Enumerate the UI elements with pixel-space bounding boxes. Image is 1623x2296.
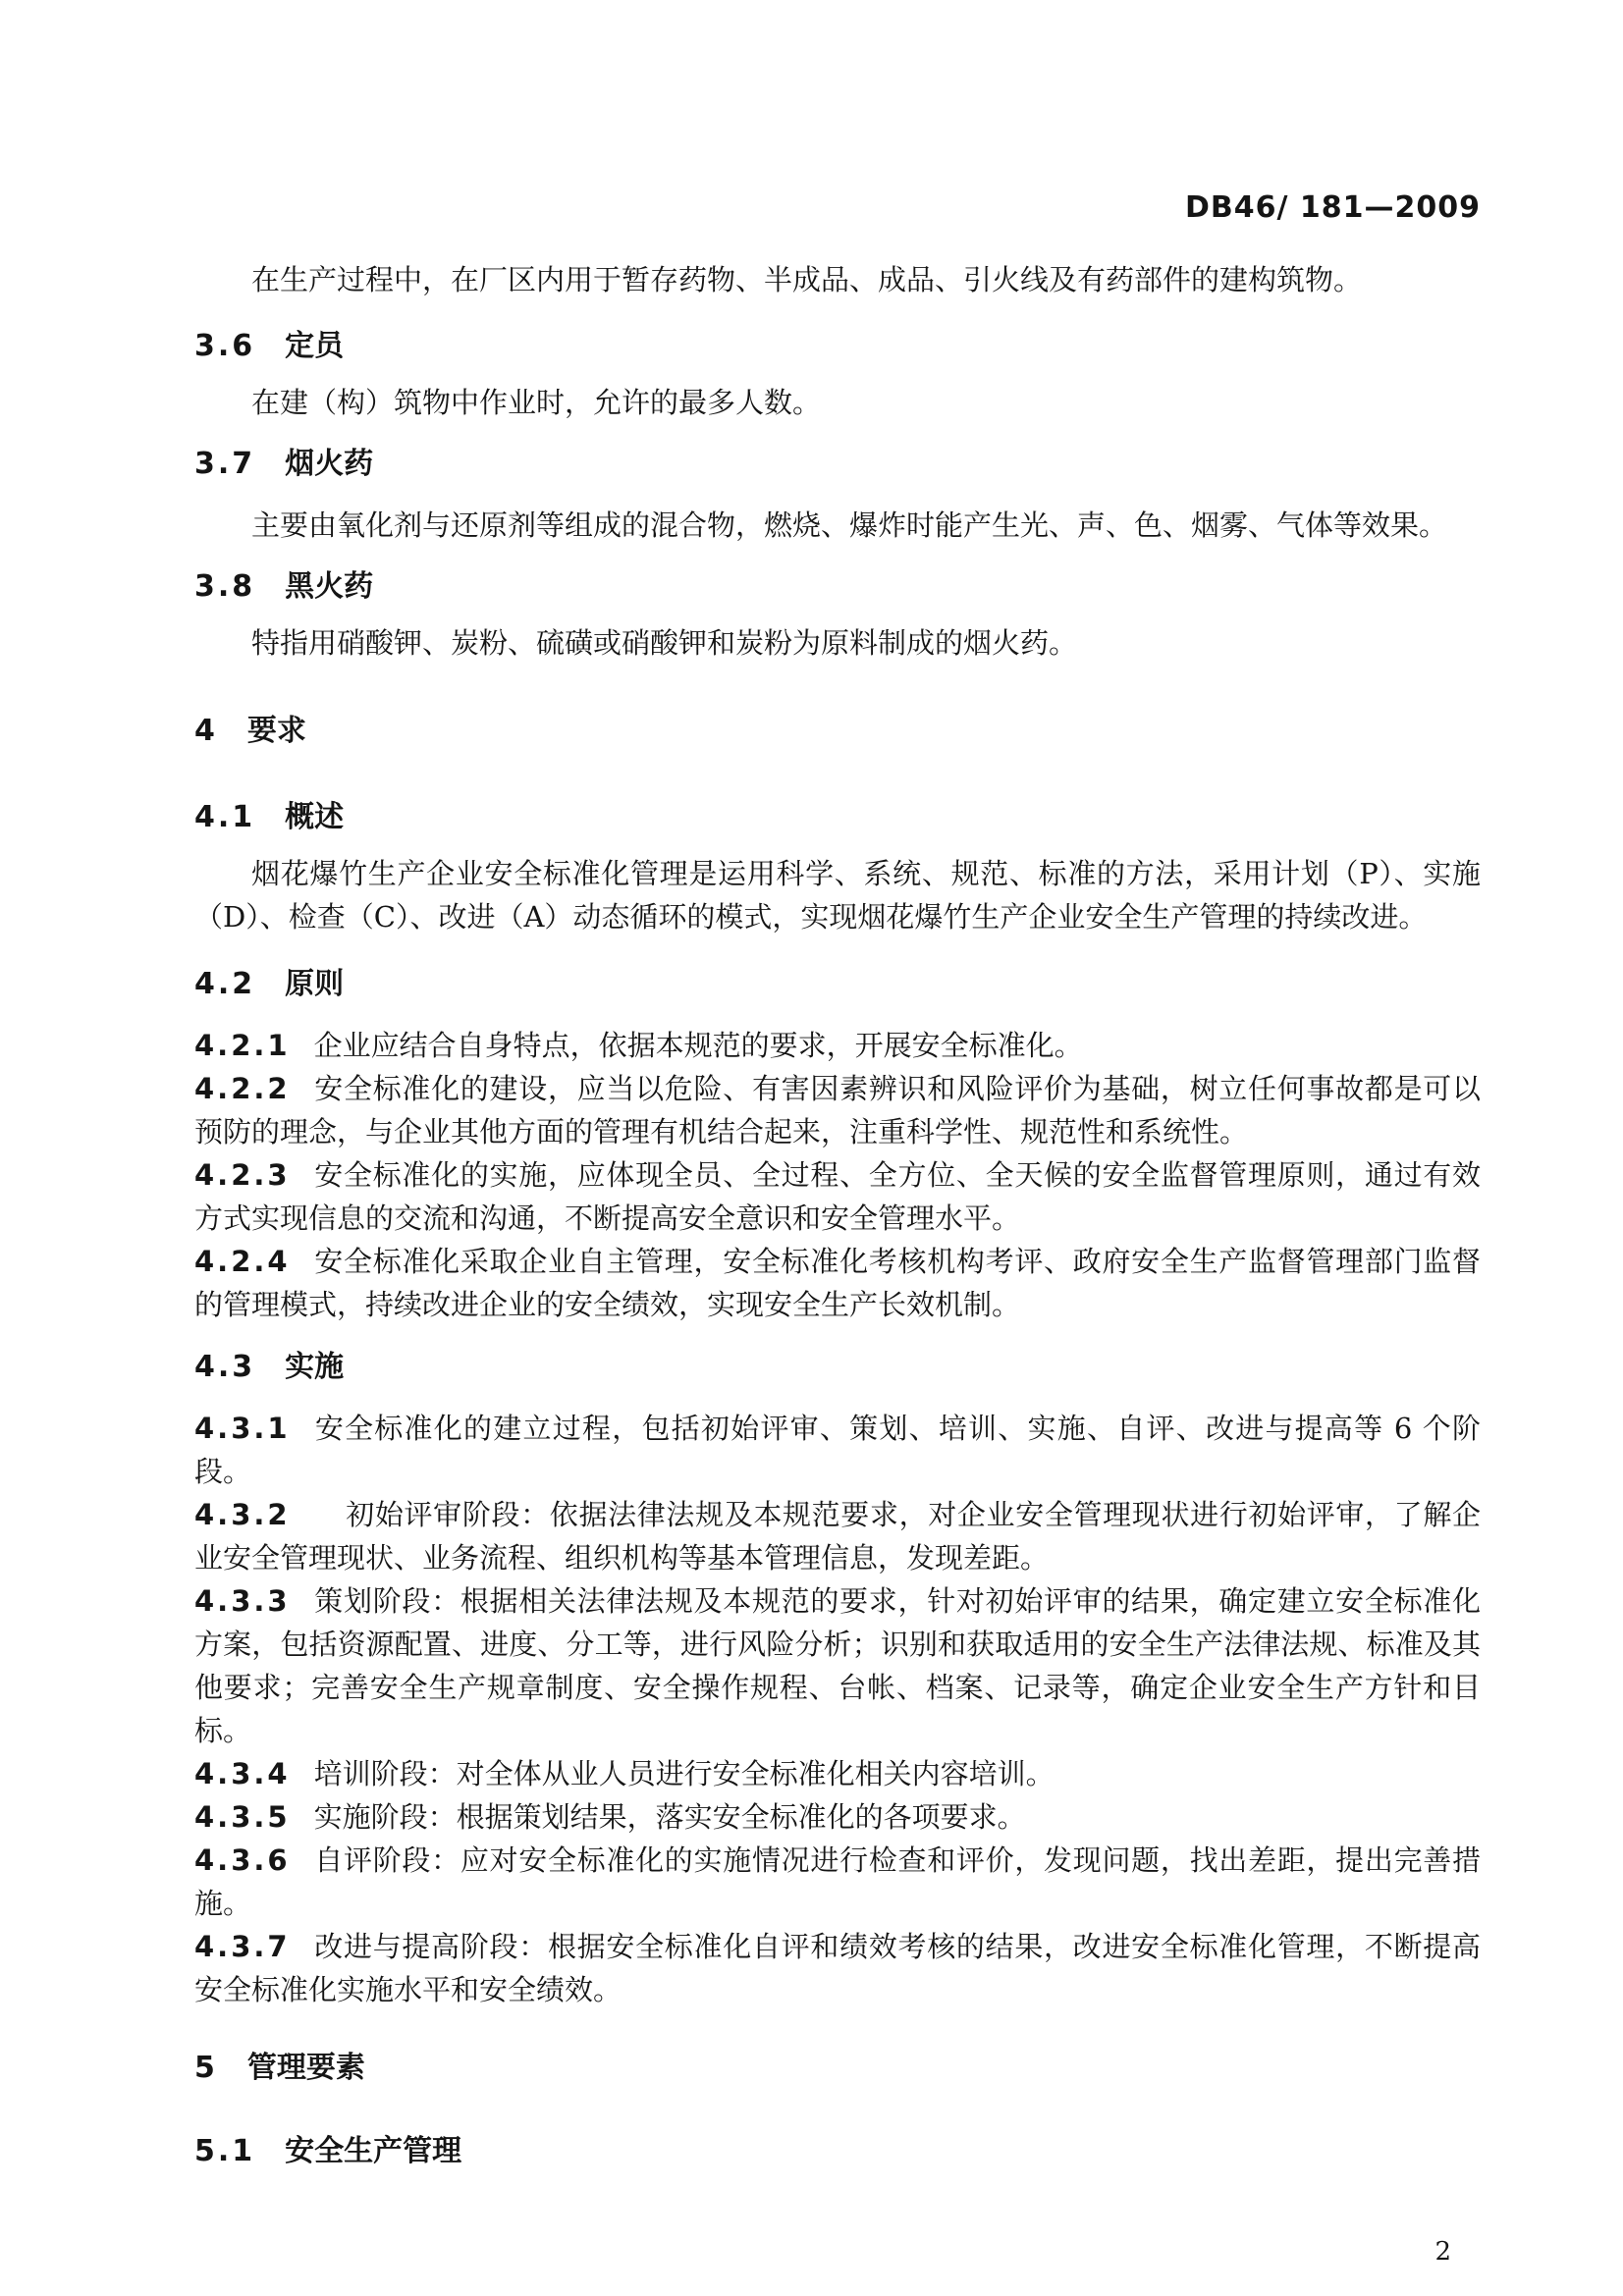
clause-body: 初始评审阶段：依据法律法规及本规范要求，对企业安全管理现状进行初始评审，了解企业安全管理现状、业务流程、组织机构等基本管理信息，发现差距。 — [194, 1498, 1481, 1575]
heading-number: 4 — [194, 714, 218, 748]
clause-body: 自评阶段：应对安全标准化的实施情况进行检查和评价，发现问题，找出差距，提出完善措施。 — [194, 1843, 1481, 1920]
clause-body: 安全标准化的建立过程，包括初始评审、策划、培训、实施、自评、改进与提高等 6 个阶段。 — [194, 1412, 1481, 1488]
page-number: 2 — [1434, 2237, 1451, 2267]
heading-title: 原则 — [285, 967, 345, 1001]
clause-number: 4.3.6 — [194, 1843, 291, 1877]
clause-4-3-2 — [194, 1493, 1481, 1579]
clause-4-2-2 — [194, 1067, 1481, 1153]
clause-body: 安全标准化的实施，应体现全员、全过程、全方位、全天候的安全监督管理原则，通过有效方式实现信息的交流和沟通，不断提高安全意识和安全管理水平。 — [194, 1158, 1481, 1235]
heading-number: 3.6 — [194, 329, 256, 363]
heading-5-1 — [194, 2130, 1481, 2173]
clause-number: 4.3.3 — [194, 1584, 291, 1618]
heading-number: 4.3 — [194, 1350, 256, 1384]
heading-4-2 — [194, 963, 1481, 1006]
clause-4-3-4 — [194, 1752, 1481, 1795]
clause-number: 4.3.4 — [194, 1757, 291, 1790]
clause-4-3-5 — [194, 1795, 1481, 1839]
clause-body: 安全标准化的建设，应当以危险、有害因素辨识和风险评价为基础，树立任何事故都是可以预防的理念，与企业其他方面的管理有机结合起来，注重科学性、规范性和系统性。 — [194, 1072, 1481, 1148]
heading-4-3 — [194, 1346, 1481, 1389]
clause-4-3-7 — [194, 1925, 1481, 2011]
heading-title: 要求 — [246, 714, 306, 748]
heading-3-7 — [194, 443, 1481, 486]
clause-4-3-1 — [194, 1407, 1481, 1493]
definition-paragraph-3-8: 特指用硝酸钾、炭粉、硫磺或硝酸钾和炭粉为原料制成的烟火药。 — [251, 626, 1078, 660]
clause-number: 4.3.7 — [194, 1930, 291, 1963]
paragraph-4-1: 烟花爆竹生产企业安全标准化管理是运用科学、系统、规范、标准的方法，采用计划（P）、实施（D）、检查（C）、改进（A）动态循环的模式，实现烟花爆竹生产企业安全生产管理的持续改进。 — [194, 857, 1481, 934]
clause-number: 4.3.1 — [194, 1412, 291, 1445]
heading-number: 3.7 — [194, 447, 256, 481]
clause-body: 培训阶段：对全体从业人员进行安全标准化相关内容培训。 — [313, 1757, 1055, 1790]
clause-number: 4.3.5 — [194, 1800, 291, 1834]
heading-title: 黑火药 — [285, 569, 374, 604]
heading-title: 实施 — [285, 1350, 345, 1384]
heading-title: 定员 — [285, 329, 345, 363]
clause-4-2-3 — [194, 1153, 1481, 1240]
clause-number: 4.3.2 — [194, 1498, 291, 1531]
heading-number: 5.1 — [194, 2134, 256, 2168]
definition-paragraph-intro: 在生产过程中，在厂区内用于暂存药物、半成品、成品、引火线及有药部件的建构筑物。 — [251, 263, 1363, 296]
heading-title: 管理要素 — [246, 2051, 365, 2085]
heading-3-6 — [194, 325, 1481, 368]
heading-4-1 — [194, 796, 1481, 839]
heading-chapter-4 — [194, 710, 1481, 753]
heading-number: 3.8 — [194, 569, 256, 604]
heading-number: 4.1 — [194, 800, 256, 834]
heading-3-8 — [194, 565, 1481, 609]
clause-body: 改进与提高阶段：根据安全标准化自评和绩效考核的结果，改进安全标准化管理，不断提高安全标准化实施水平和安全绩效。 — [194, 1930, 1481, 2006]
heading-title: 烟火药 — [285, 447, 374, 481]
clause-body: 安全标准化采取企业自主管理，安全标准化考核机构考评、政府安全生产监督管理部门监督的管理模式，持续改进企业的安全绩效，实现安全生产长效机制。 — [194, 1245, 1481, 1321]
clause-number: 4.2.2 — [194, 1072, 291, 1105]
clause-number: 4.2.3 — [194, 1158, 291, 1192]
heading-number: 4.2 — [194, 967, 256, 1001]
clause-4-2-1 — [194, 1024, 1481, 1067]
clause-4-2-4 — [194, 1240, 1481, 1326]
definition-paragraph-3-6: 在建（构）筑物中作业时，允许的最多人数。 — [251, 386, 822, 419]
heading-title: 安全生产管理 — [285, 2134, 462, 2168]
clause-body: 策划阶段：根据相关法律法规及本规范的要求，针对初始评审的结果，确定建立安全标准化方案，包括资源配置、进度、分工等，进行风险分析；识别和获取适用的安全生产法律法规、标准及其他要求；完善安全生产规章制度、安全操作规程、台帐、档案、记录等，确定企业安全生产方针和目标。 — [194, 1584, 1481, 1747]
clause-number: 4.2.1 — [194, 1029, 291, 1062]
clause-body: 实施阶段：根据策划结果，落实安全标准化的各项要求。 — [313, 1800, 1026, 1834]
definition-paragraph-3-7: 主要由氧化剂与还原剂等组成的混合物，燃烧、爆炸时能产生光、声、色、烟雾、气体等效果。 — [251, 508, 1448, 542]
heading-title: 概述 — [285, 800, 345, 834]
heading-number: 5 — [194, 2051, 218, 2085]
clause-4-3-6 — [194, 1839, 1481, 1925]
clause-4-3-3 — [194, 1579, 1481, 1752]
standard-number-header: DB46/ 181—2009 — [1184, 190, 1481, 225]
heading-chapter-5 — [194, 2047, 1481, 2090]
clause-number: 4.2.4 — [194, 1245, 291, 1278]
clause-body: 企业应结合自身特点，依据本规范的要求，开展安全标准化。 — [313, 1029, 1083, 1062]
